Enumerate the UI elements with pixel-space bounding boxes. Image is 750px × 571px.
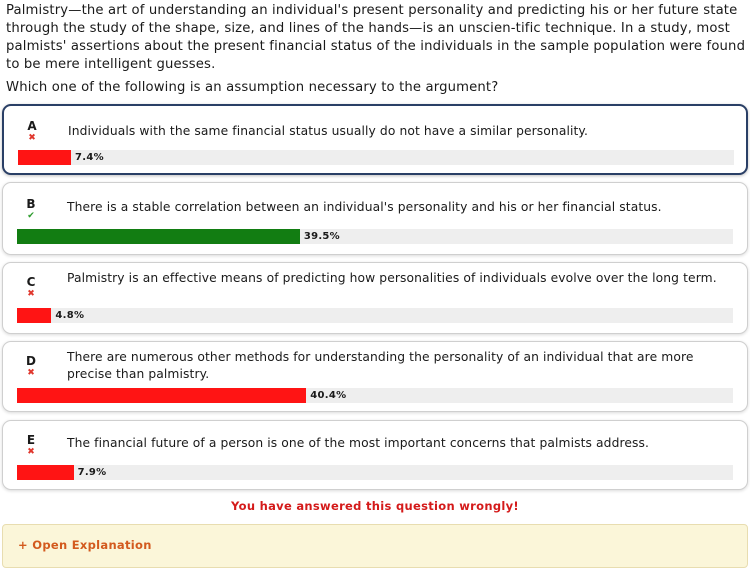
passage: Palmistry—the art of understanding an individual's present personality and predicting his or her future state through the study of the shape, size, and lines of the hands—is an unscien-tific technique. In a study, most palmists' assertions about the present financial status of the individuals in the sample population were found to be mere intelligent guesses. (6, 3, 746, 72)
choice-text: Individuals with the same financial status usually do not have a similar personality. (68, 124, 589, 138)
wrong-icon: ✖ (27, 289, 35, 299)
percent-bar-track (17, 465, 733, 480)
percent-bar-track (17, 388, 733, 403)
choice-b[interactable] (2, 182, 748, 255)
wrong-icon: ✖ (28, 133, 36, 143)
choice-letter: A (27, 119, 37, 133)
percent-bar-fill (17, 388, 306, 403)
percent-bar-fill (17, 465, 74, 480)
choice-letter: D (26, 354, 36, 368)
choice-letter: C (26, 275, 36, 289)
choice-text: There are numerous other methods for understanding the personality of an individual that are more precise than palmistry. (67, 350, 694, 381)
percent-label: 40.4% (310, 390, 347, 401)
choice-a[interactable] (2, 104, 748, 175)
question-stem: Which one of the following is an assumption necessary to the argument? (6, 80, 499, 95)
choice-text: The financial future of a person is one of the most important concerns that palmists address. (67, 436, 650, 450)
choice-d[interactable] (2, 341, 748, 412)
choice-letter: E (26, 433, 36, 447)
result-message: You have answered this question wrongly! (231, 499, 519, 513)
open-explanation-button[interactable]: + Open Explanation (18, 538, 152, 552)
choice-text: There is a stable correlation between an individual's personality and his or her financial status. (67, 200, 662, 214)
choice-text: Palmistry is an effective means of predicting how personalities of individuals evolve over the long term. (67, 271, 717, 285)
percent-bar-track (18, 150, 734, 165)
choice-c[interactable] (2, 262, 748, 334)
percent-label: 39.5% (303, 231, 341, 242)
percent-bar-fill (17, 229, 300, 244)
choice-e[interactable] (2, 420, 748, 490)
percent-bar-fill (17, 308, 51, 323)
percent-label: 7.9% (77, 467, 107, 478)
wrong-icon: ✖ (27, 368, 35, 378)
percent-bar-track (17, 308, 733, 323)
wrong-icon: ✖ (27, 447, 35, 457)
percent-label: 7.4% (74, 152, 104, 163)
choice-letter: B (26, 197, 36, 211)
percent-bar-fill (18, 150, 71, 165)
percent-bar-track (17, 229, 733, 244)
percent-label: 4.8% (55, 310, 85, 321)
explanation-panel (2, 524, 748, 568)
check-icon: ✔ (27, 211, 35, 221)
